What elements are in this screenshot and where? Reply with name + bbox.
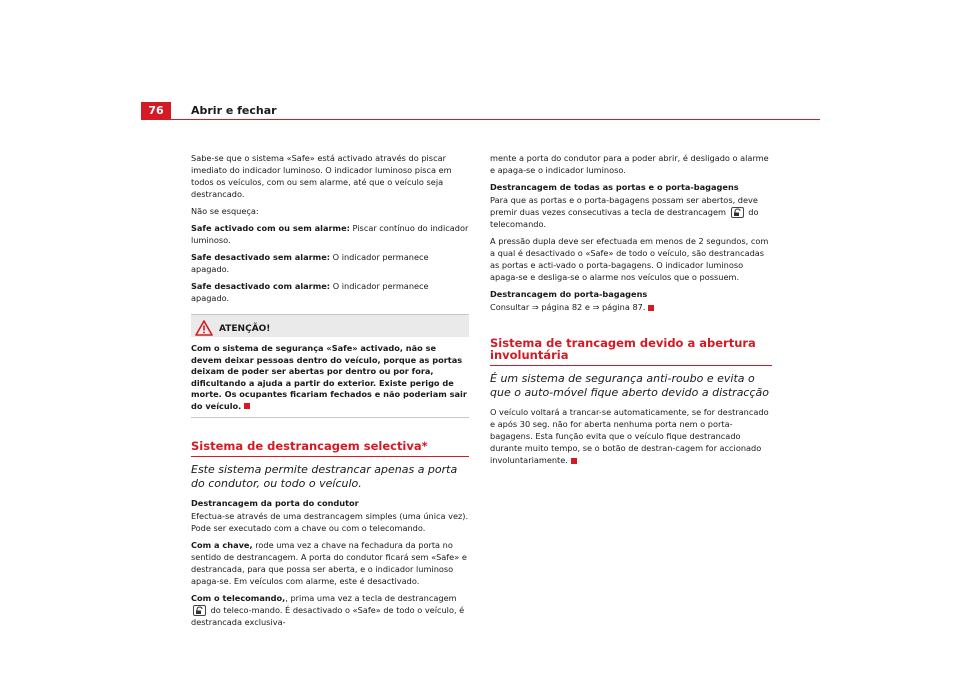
paragraph bbox=[191, 592, 469, 628]
section-title: Sistema de destrancagem selectiva* bbox=[191, 440, 469, 457]
section-subtitle: Este sistema permite destrancar apenas a porta do condutor, ou todo o veículo. bbox=[191, 463, 458, 490]
page-ref-arrow-icon: ⇒ bbox=[531, 302, 539, 312]
paragraph bbox=[191, 539, 469, 587]
paragraph bbox=[490, 301, 772, 313]
item-label: Safe desactivado sem alarme: bbox=[191, 252, 331, 262]
section-end-marker bbox=[244, 403, 250, 409]
page-ref-arrow-icon: ⇒ bbox=[592, 302, 600, 312]
paragraph: mente a porta do condutor para a poder abrir, é desligado o alarme e apaga-se o indicador luminoso. bbox=[490, 153, 769, 175]
section-title: Sistema de trancagem devido a abertura involuntária bbox=[490, 337, 772, 366]
subheading: Destrancagem de todas as portas e o porta-bagagens bbox=[490, 182, 739, 192]
warning-title: ATENÇÃO! bbox=[219, 324, 271, 334]
item-text: O indicador permanece apagado. bbox=[191, 252, 429, 274]
warning-triangle-icon bbox=[195, 320, 213, 339]
paragraph-text: do telecomando. bbox=[490, 207, 759, 229]
paragraph: Sabe-se que o sistema «Safe» está activado através do piscar imediato do indicador luminoso. O indicador luminoso pisca em todos os veículos, com ou sem alarme, até que o veículo seja destrancado. bbox=[191, 153, 452, 199]
inline-label: Com o telecomando, bbox=[191, 593, 286, 603]
paragraph: Efectua-se através de uma destrancagem simples (uma única vez). Pode ser executado com a chave ou com o telecomando. bbox=[191, 511, 469, 533]
inline-label: Com a chave, bbox=[191, 540, 253, 550]
list-item bbox=[191, 222, 469, 246]
warning-text: Com o sistema de segurança «Safe» activado, não se devem deixar pessoas dentro do veículo, porque as portas deixam de poder ser abertas por dentro ou por fora, dificultando a ajuda a partir do exterior. Existe perigo de morte. Os ocupantes ficariam fechados e não poderiam sair do veículo. bbox=[191, 343, 467, 411]
paragraph: Não se esqueça: bbox=[191, 206, 259, 216]
paragraph-text: Consultar bbox=[490, 302, 532, 312]
paragraph-text: rode uma vez a chave na fechadura da porta no sentido de destrancagem. A porta do condutor ficará sem «Safe» e destrancada, para que possa ser aberta, e o indicador luminoso apaga-se. Em veículos com alarme, este é desactivado. bbox=[191, 540, 467, 586]
list-item bbox=[191, 251, 469, 275]
section-end-marker bbox=[648, 305, 654, 311]
paragraph-text: Para que as portas e o porta-bagagens possam ser abertos, deve premir duas vezes consecutivas a tecla de destrancagem bbox=[490, 195, 758, 217]
unlock-key-icon bbox=[193, 605, 206, 616]
paragraph bbox=[490, 194, 772, 230]
warning-box bbox=[191, 314, 469, 418]
header-rule bbox=[141, 119, 820, 120]
warning-header bbox=[195, 319, 469, 339]
item-text: Piscar contínuo do indicador luminoso. bbox=[191, 223, 469, 245]
item-text: O indicador permanece apagado. bbox=[191, 281, 429, 303]
warning-body bbox=[191, 343, 469, 412]
page-header-title: Abrir e fechar bbox=[191, 104, 277, 117]
paragraph bbox=[490, 406, 772, 466]
page-ref-link[interactable]: página 82 e bbox=[538, 302, 593, 312]
page-number: 76 bbox=[141, 102, 171, 120]
page-ref-link[interactable]: página 87. bbox=[599, 302, 646, 312]
item-label: Safe desactivado com alarme: bbox=[191, 281, 331, 291]
section-subtitle: É um sistema de segurança anti-roubo e evita o que o auto-móvel fique aberto devido a distracção bbox=[490, 372, 769, 399]
right-column bbox=[490, 152, 772, 471]
section-end-marker bbox=[571, 458, 577, 464]
left-column bbox=[191, 152, 469, 633]
paragraph: A pressão dupla deve ser efectuada em menos de 2 segundos, com a qual é desactivado o «Safe» de todo o veículo, são destrancadas as portas e acti-vado o porta-bagagens. O indicador luminoso apaga-se e desliga-se o alarme nos veículos que o possuem. bbox=[490, 236, 769, 282]
paragraph-text: do teleco-mando. É desactivado o «Safe» de todo o veículo, é destrancada exclusiva- bbox=[191, 605, 465, 627]
subheading: Destrancagem do porta-bagagens bbox=[490, 289, 648, 299]
unlock-key-icon bbox=[731, 207, 744, 218]
paragraph-text: , prima uma vez a tecla de destrancagem bbox=[285, 593, 457, 603]
list-item bbox=[191, 280, 469, 304]
subheading: Destrancagem da porta do condutor bbox=[191, 498, 359, 508]
paragraph-text: O veículo voltará a trancar-se automaticamente, se for destrancado e após 30 seg. não for aberta nenhuma porta nem o porta-bagagens. Esta função evita que o veículo fique destrancado durante muito tempo, se o botão de destran-cagem for accionado involuntariamente. bbox=[490, 407, 769, 465]
item-label: Safe activado com ou sem alarme: bbox=[191, 223, 350, 233]
